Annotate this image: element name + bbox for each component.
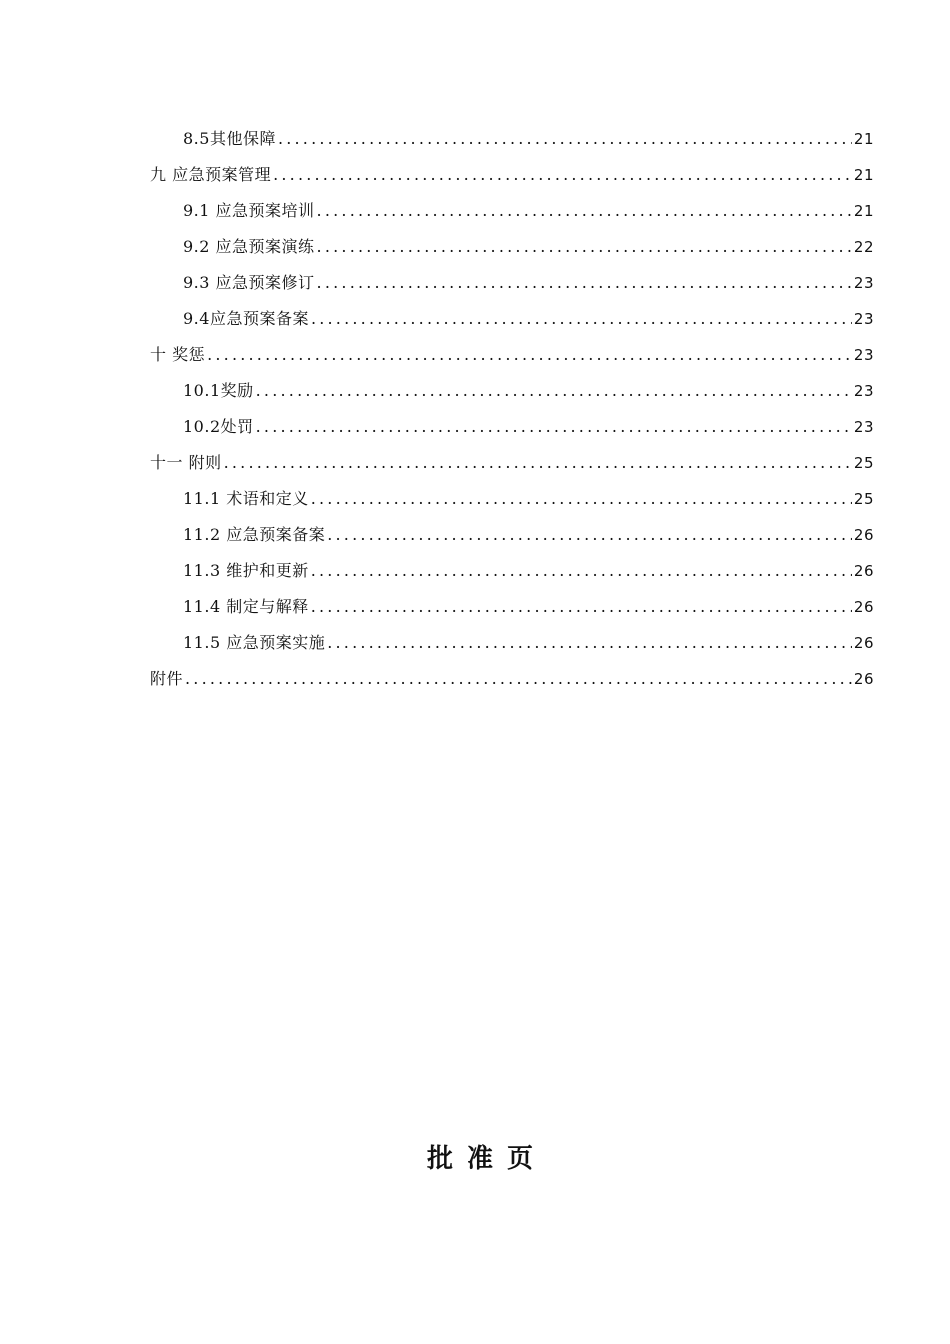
toc-entry-8-5[interactable] bbox=[150, 126, 874, 162]
toc-entry-page: 26 bbox=[853, 526, 874, 544]
toc-entry-page: 25 bbox=[853, 454, 874, 472]
toc-entry-11-3[interactable] bbox=[150, 558, 874, 594]
toc-entry-page: 21 bbox=[853, 202, 874, 220]
toc-entry-11-4[interactable] bbox=[150, 594, 874, 630]
toc-dot-leader bbox=[273, 162, 852, 188]
toc-entry-title: 11.4 制定与解释 bbox=[183, 597, 309, 616]
toc-dot-leader bbox=[327, 630, 852, 656]
toc-entry-title: 11.5 应急预案实施 bbox=[183, 633, 326, 652]
toc-entry-page: 22 bbox=[853, 238, 874, 256]
toc-entry-title: 10.2处罚 bbox=[183, 417, 254, 436]
toc-entry-title: 附件 bbox=[150, 669, 184, 688]
toc-dot-leader bbox=[311, 486, 852, 512]
toc-entry-title: 8.5其他保障 bbox=[183, 129, 276, 148]
toc-entry-title: 9.2 应急预案演练 bbox=[183, 237, 315, 256]
toc-dot-leader bbox=[278, 126, 852, 152]
toc-entry-10-1[interactable] bbox=[150, 378, 874, 414]
toc-entry-page: 26 bbox=[853, 562, 874, 580]
toc-entry-title: 11.3 维护和更新 bbox=[183, 561, 309, 580]
toc-entry-page: 23 bbox=[853, 274, 874, 292]
toc-entry-title: 11.1 术语和定义 bbox=[183, 489, 309, 508]
toc-dot-leader bbox=[317, 198, 852, 224]
toc-entry-attachments[interactable] bbox=[150, 666, 874, 702]
toc-entry-page: 21 bbox=[853, 130, 874, 148]
toc-entry-page: 26 bbox=[853, 634, 874, 652]
toc-entry-page: 23 bbox=[853, 418, 874, 436]
toc-entry-chapter-9[interactable] bbox=[150, 162, 874, 198]
toc-entry-11-5[interactable] bbox=[150, 630, 874, 666]
toc-entry-chapter-10[interactable] bbox=[150, 342, 874, 378]
toc-entry-11-1[interactable] bbox=[150, 486, 874, 522]
toc-dot-leader bbox=[311, 558, 852, 584]
toc-dot-leader bbox=[185, 666, 852, 692]
toc-entry-9-4[interactable] bbox=[150, 306, 874, 342]
toc-entry-9-1[interactable] bbox=[150, 198, 874, 234]
toc-dot-leader bbox=[327, 522, 852, 548]
toc-entry-page: 21 bbox=[853, 166, 874, 184]
toc-dot-leader bbox=[311, 594, 852, 620]
toc-dot-leader bbox=[256, 378, 852, 404]
toc-entry-9-3[interactable] bbox=[150, 270, 874, 306]
toc-entry-title: 9.4应急预案备案 bbox=[183, 309, 309, 328]
toc-entry-10-2[interactable] bbox=[150, 414, 874, 450]
toc-entry-page: 26 bbox=[853, 670, 874, 688]
toc-dot-leader bbox=[317, 234, 852, 260]
toc-entry-title: 9.1 应急预案培训 bbox=[183, 201, 315, 220]
toc-dot-leader bbox=[224, 450, 852, 476]
toc-entry-title: 九 应急预案管理 bbox=[150, 165, 272, 184]
toc-entry-9-2[interactable] bbox=[150, 234, 874, 270]
toc-entry-11-2[interactable] bbox=[150, 522, 874, 558]
toc-entry-page: 26 bbox=[853, 598, 874, 616]
approval-page-heading: 批准页 bbox=[426, 1144, 547, 1174]
toc-dot-leader bbox=[207, 342, 852, 368]
toc-entry-title: 十 奖惩 bbox=[150, 345, 206, 364]
toc-entry-page: 23 bbox=[853, 346, 874, 364]
toc-dot-leader bbox=[311, 306, 852, 332]
toc-entry-chapter-11[interactable] bbox=[150, 450, 874, 486]
toc-entry-page: 25 bbox=[853, 490, 874, 508]
toc-entry-title: 10.1奖励 bbox=[183, 381, 254, 400]
toc-entry-page: 23 bbox=[853, 382, 874, 400]
toc-dot-leader bbox=[256, 414, 852, 440]
toc-dot-leader bbox=[317, 270, 852, 296]
toc-entry-title: 9.3 应急预案修订 bbox=[183, 273, 315, 292]
toc-entry-title: 十一 附则 bbox=[150, 453, 222, 472]
toc-entry-page: 23 bbox=[853, 310, 874, 328]
toc-entry-title: 11.2 应急预案备案 bbox=[183, 525, 326, 544]
table-of-contents bbox=[150, 126, 874, 702]
